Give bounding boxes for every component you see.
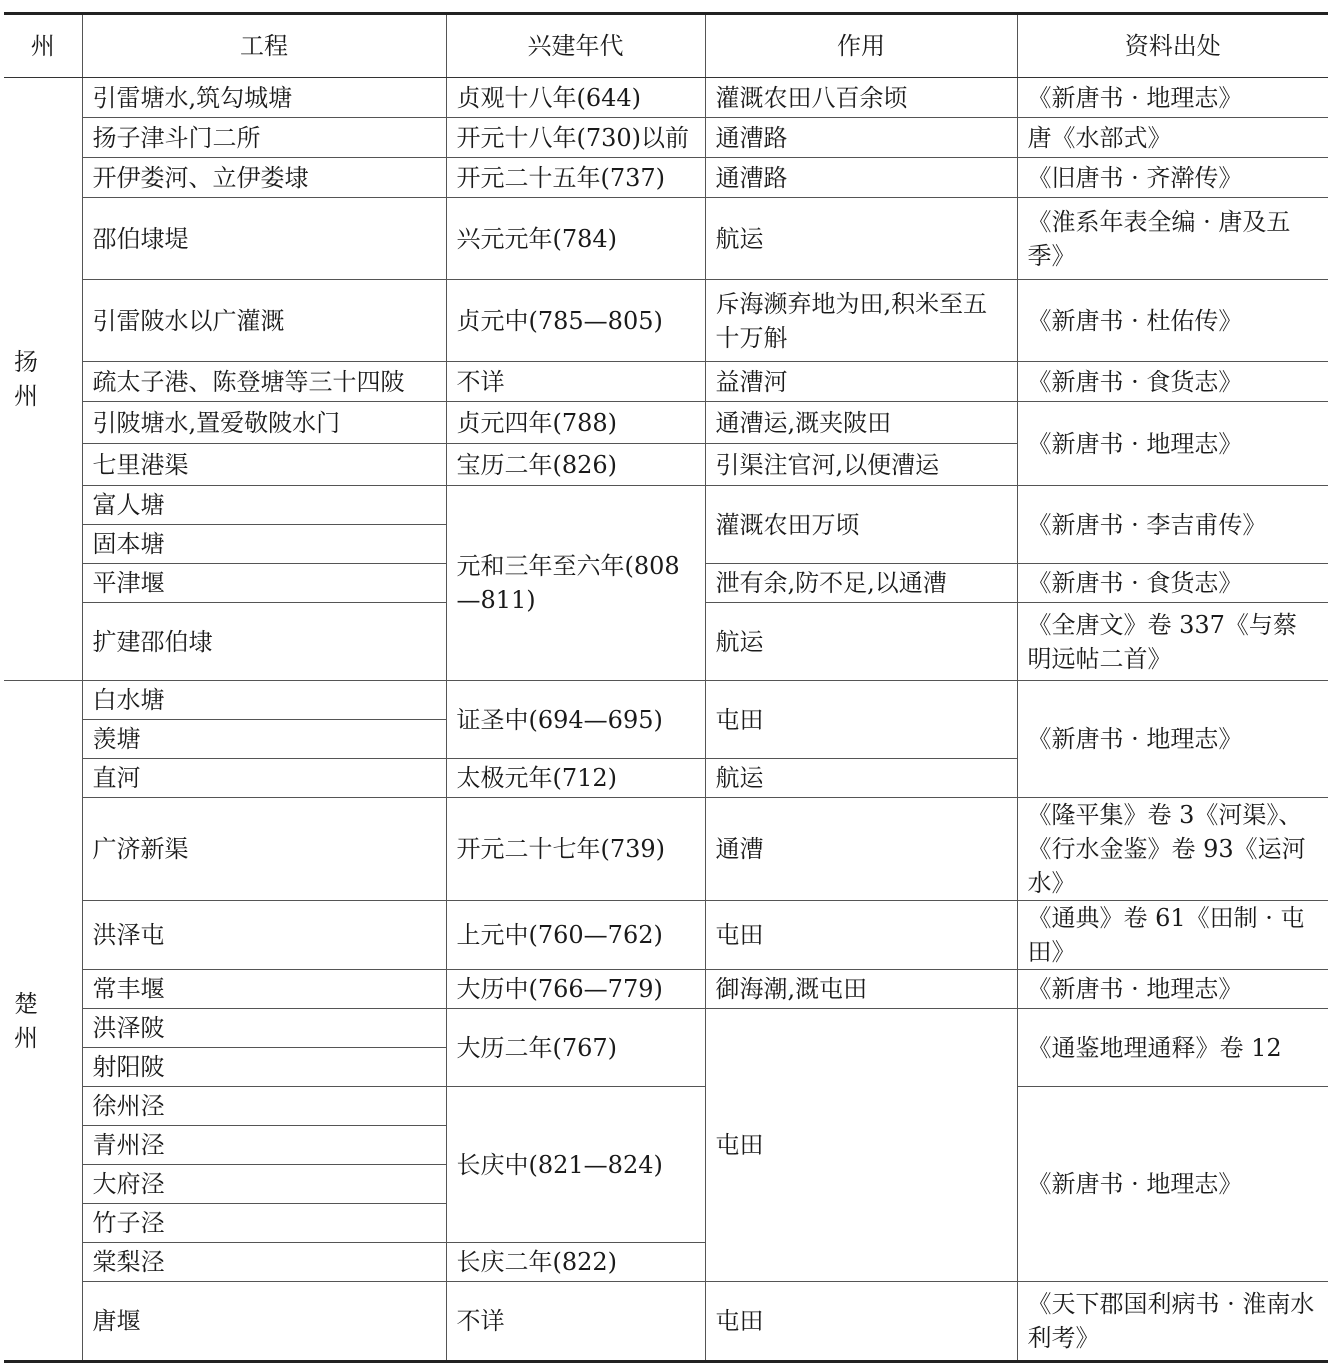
date-cell: 开元十八年(730)以前 (446, 118, 705, 158)
header-project: 工程 (82, 14, 446, 78)
project-cell: 固本塘 (82, 525, 446, 564)
table-row (4, 1282, 1328, 1362)
date-cell: 不详 (446, 1282, 705, 1362)
use-cell: 航运 (705, 759, 1017, 798)
use-cell: 灌溉农田万顷 (705, 486, 1017, 564)
source-cell: 《新唐书 · 杜佑传》 (1017, 280, 1328, 362)
table-row (4, 280, 1328, 362)
project-cell: 徐州泾 (82, 1087, 446, 1126)
project-cell: 平津堰 (82, 564, 446, 603)
project-cell: 邵伯埭堤 (82, 198, 446, 280)
source-cell: 《新唐书 · 地理志》 (1017, 970, 1328, 1009)
use-cell: 益漕河 (705, 362, 1017, 402)
project-cell: 羡塘 (82, 720, 446, 759)
table-row (4, 1009, 1328, 1048)
date-cell: 兴元元年(784) (446, 198, 705, 280)
project-cell: 广济新渠 (82, 798, 446, 901)
project-cell: 疏太子港、陈登塘等三十四陂 (82, 362, 446, 402)
use-cell: 御海潮,溉屯田 (705, 970, 1017, 1009)
table-row (4, 78, 1328, 118)
header-use: 作用 (705, 14, 1017, 78)
date-cell: 开元二十七年(739) (446, 798, 705, 901)
table-row (4, 198, 1328, 280)
project-cell: 棠梨泾 (82, 1243, 446, 1282)
project-cell: 射阳陂 (82, 1048, 446, 1087)
source-cell: 《通鉴地理通释》卷 12 (1017, 1009, 1328, 1087)
use-cell: 航运 (705, 603, 1017, 681)
use-cell: 通漕运,溉夹陂田 (705, 402, 1017, 444)
use-cell: 斥海濒弃地为田,积米至五十万斛 (705, 280, 1017, 362)
water-works-table (4, 12, 1328, 1363)
project-cell: 引陂塘水,置爱敬陂水门 (82, 402, 446, 444)
table-row (4, 362, 1328, 402)
source-cell: 《新唐书 · 地理志》 (1017, 78, 1328, 118)
source-cell: 《天下郡国利病书 · 淮南水利考》 (1017, 1282, 1328, 1362)
source-cell: 《新唐书 · 食货志》 (1017, 362, 1328, 402)
table-row (4, 901, 1328, 970)
use-cell: 屯田 (705, 681, 1017, 759)
project-cell: 七里港渠 (82, 444, 446, 486)
table-row (4, 681, 1328, 720)
project-cell: 开伊娄河、立伊娄埭 (82, 158, 446, 198)
project-cell: 青州泾 (82, 1126, 446, 1165)
source-cell: 《新唐书 · 地理志》 (1017, 1087, 1328, 1282)
table-row (4, 118, 1328, 158)
source-cell: 《新唐书 · 食货志》 (1017, 564, 1328, 603)
date-cell: 长庆二年(822) (446, 1243, 705, 1282)
project-cell: 扩建邵伯埭 (82, 603, 446, 681)
zhou-yangzhou: 扬州 (4, 78, 82, 681)
project-cell: 大府泾 (82, 1165, 446, 1204)
date-cell: 大历二年(767) (446, 1009, 705, 1087)
source-cell: 《全唐文》卷 337《与蔡明远帖二首》 (1017, 603, 1328, 681)
table-row (4, 486, 1328, 525)
use-cell: 屯田 (705, 1009, 1017, 1282)
project-cell: 洪泽陂 (82, 1009, 446, 1048)
project-cell: 引雷塘水,筑勾城塘 (82, 78, 446, 118)
zhou-chuzhou: 楚州 (4, 681, 82, 1362)
date-cell: 贞元中(785—805) (446, 280, 705, 362)
date-cell: 证圣中(694—695) (446, 681, 705, 759)
project-cell: 富人塘 (82, 486, 446, 525)
date-cell: 宝历二年(826) (446, 444, 705, 486)
header-source: 资料出处 (1017, 14, 1328, 78)
table-row (4, 158, 1328, 198)
header-zhou: 州 (4, 14, 82, 78)
table-row (4, 970, 1328, 1009)
project-cell: 直河 (82, 759, 446, 798)
use-cell: 通漕 (705, 798, 1017, 901)
table-row (4, 1087, 1328, 1126)
source-cell: 《旧唐书 · 齐澣传》 (1017, 158, 1328, 198)
date-cell: 长庆中(821—824) (446, 1087, 705, 1243)
source-cell: 《新唐书 · 地理志》 (1017, 402, 1328, 486)
date-cell: 贞元四年(788) (446, 402, 705, 444)
project-cell: 引雷陂水以广灌溉 (82, 280, 446, 362)
date-cell: 元和三年至六年(808—811) (446, 486, 705, 681)
use-cell: 引渠注官河,以便漕运 (705, 444, 1017, 486)
use-cell: 屯田 (705, 901, 1017, 970)
source-cell: 《通典》卷 61《田制 · 屯田》 (1017, 901, 1328, 970)
table-row (4, 402, 1328, 444)
source-cell: 唐《水部式》 (1017, 118, 1328, 158)
date-cell: 太极元年(712) (446, 759, 705, 798)
header-row (4, 14, 1328, 78)
date-cell: 开元二十五年(737) (446, 158, 705, 198)
source-cell: 《新唐书 · 李吉甫传》 (1017, 486, 1328, 564)
source-cell: 《淮系年表全编 · 唐及五季》 (1017, 198, 1328, 280)
project-cell: 常丰堰 (82, 970, 446, 1009)
project-cell: 扬子津斗门二所 (82, 118, 446, 158)
project-cell: 洪泽屯 (82, 901, 446, 970)
use-cell: 屯田 (705, 1282, 1017, 1362)
use-cell: 灌溉农田八百余顷 (705, 78, 1017, 118)
date-cell: 不详 (446, 362, 705, 402)
project-cell: 唐堰 (82, 1282, 446, 1362)
date-cell: 大历中(766—779) (446, 970, 705, 1009)
date-cell: 贞观十八年(644) (446, 78, 705, 118)
source-cell: 《隆平集》卷 3《河渠》、《行水金鉴》卷 93《运河水》 (1017, 798, 1328, 901)
use-cell: 通漕路 (705, 118, 1017, 158)
date-cell: 上元中(760—762) (446, 901, 705, 970)
table-row (4, 798, 1328, 901)
project-cell: 白水塘 (82, 681, 446, 720)
use-cell: 航运 (705, 198, 1017, 280)
project-cell: 竹子泾 (82, 1204, 446, 1243)
header-date: 兴建年代 (446, 14, 705, 78)
use-cell: 泄有余,防不足,以通漕 (705, 564, 1017, 603)
use-cell: 通漕路 (705, 158, 1017, 198)
source-cell: 《新唐书 · 地理志》 (1017, 681, 1328, 798)
